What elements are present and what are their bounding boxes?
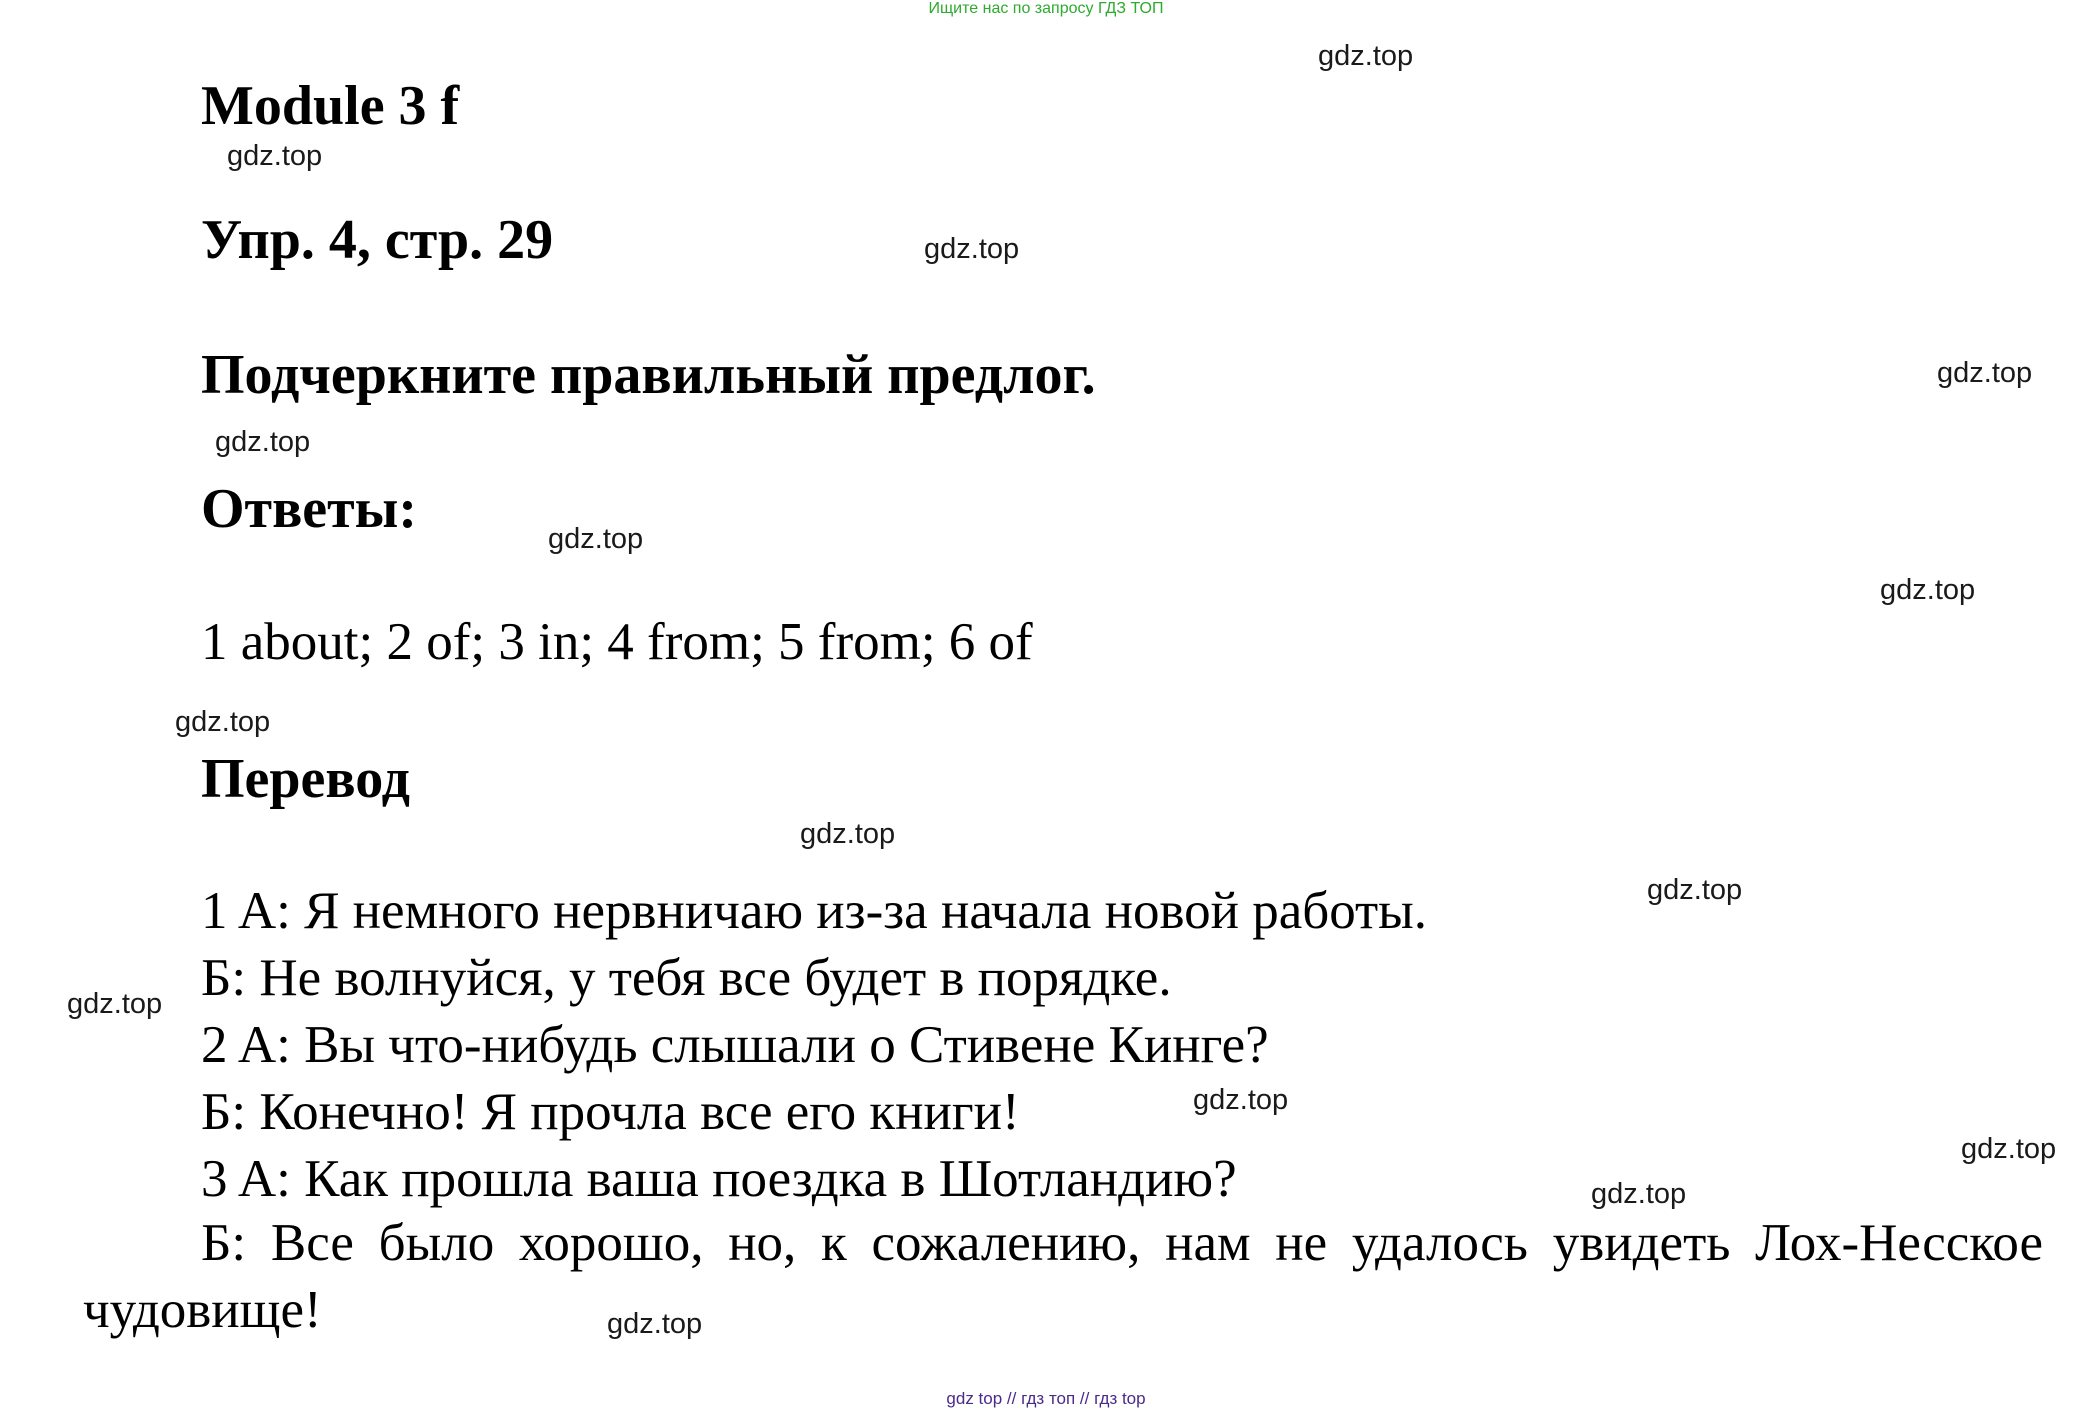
watermark: gdz.top (1880, 574, 1976, 606)
watermark: gdz.top (227, 140, 323, 172)
answers-heading: Ответы: (201, 478, 418, 540)
translation-line-5: 3 A: Как прошла ваша поездка в Шотландию? (201, 1150, 1237, 1208)
translation-line-4: Б: Конечно! Я прочла все его книги! (201, 1083, 1020, 1141)
answers-text: 1 about; 2 of; 3 in; 4 from; 5 from; 6 of (201, 613, 1033, 671)
translation-line-6: Б: Все было хорошо, но, к сожалению, нам не удалось увидеть Лох-Несское чудовище! (83, 1214, 2043, 1339)
watermark: gdz.top (800, 818, 896, 850)
translation-line-1: 1 A: Я немного нервничаю из-за начала новой работы. (201, 882, 1428, 940)
watermark: gdz.top (924, 233, 1020, 265)
exercise-heading: Упр. 4, стр. 29 (201, 209, 554, 271)
watermark: gdz.top (607, 1308, 703, 1340)
translation-line-3: 2 A: Вы что-нибудь слышали о Стивене Кинге? (201, 1016, 1269, 1074)
watermark: gdz.top (1647, 874, 1743, 906)
watermark: gdz.top (1318, 40, 1414, 72)
watermark: gdz.top (1193, 1084, 1289, 1116)
translation-line-2: Б: Не волнуйся, у тебя все будет в порядке. (201, 949, 1172, 1007)
watermark: gdz.top (175, 706, 271, 738)
top-banner: Ищите нас по запросу ГДЗ ТОП (928, 0, 1164, 17)
watermark: gdz.top (1961, 1133, 2057, 1165)
footer-links: gdz top // гдз топ // гдз top (946, 1389, 1146, 1408)
watermark: gdz.top (215, 426, 311, 458)
watermark: gdz.top (1591, 1178, 1687, 1210)
watermark: gdz.top (548, 523, 644, 555)
watermark: gdz.top (1937, 357, 2033, 389)
page-title: Module 3 f (201, 75, 460, 137)
translation-heading: Перевод (201, 748, 410, 810)
task-instruction: Подчеркните правильный предлог. (201, 344, 1096, 406)
watermark: gdz.top (67, 988, 163, 1020)
